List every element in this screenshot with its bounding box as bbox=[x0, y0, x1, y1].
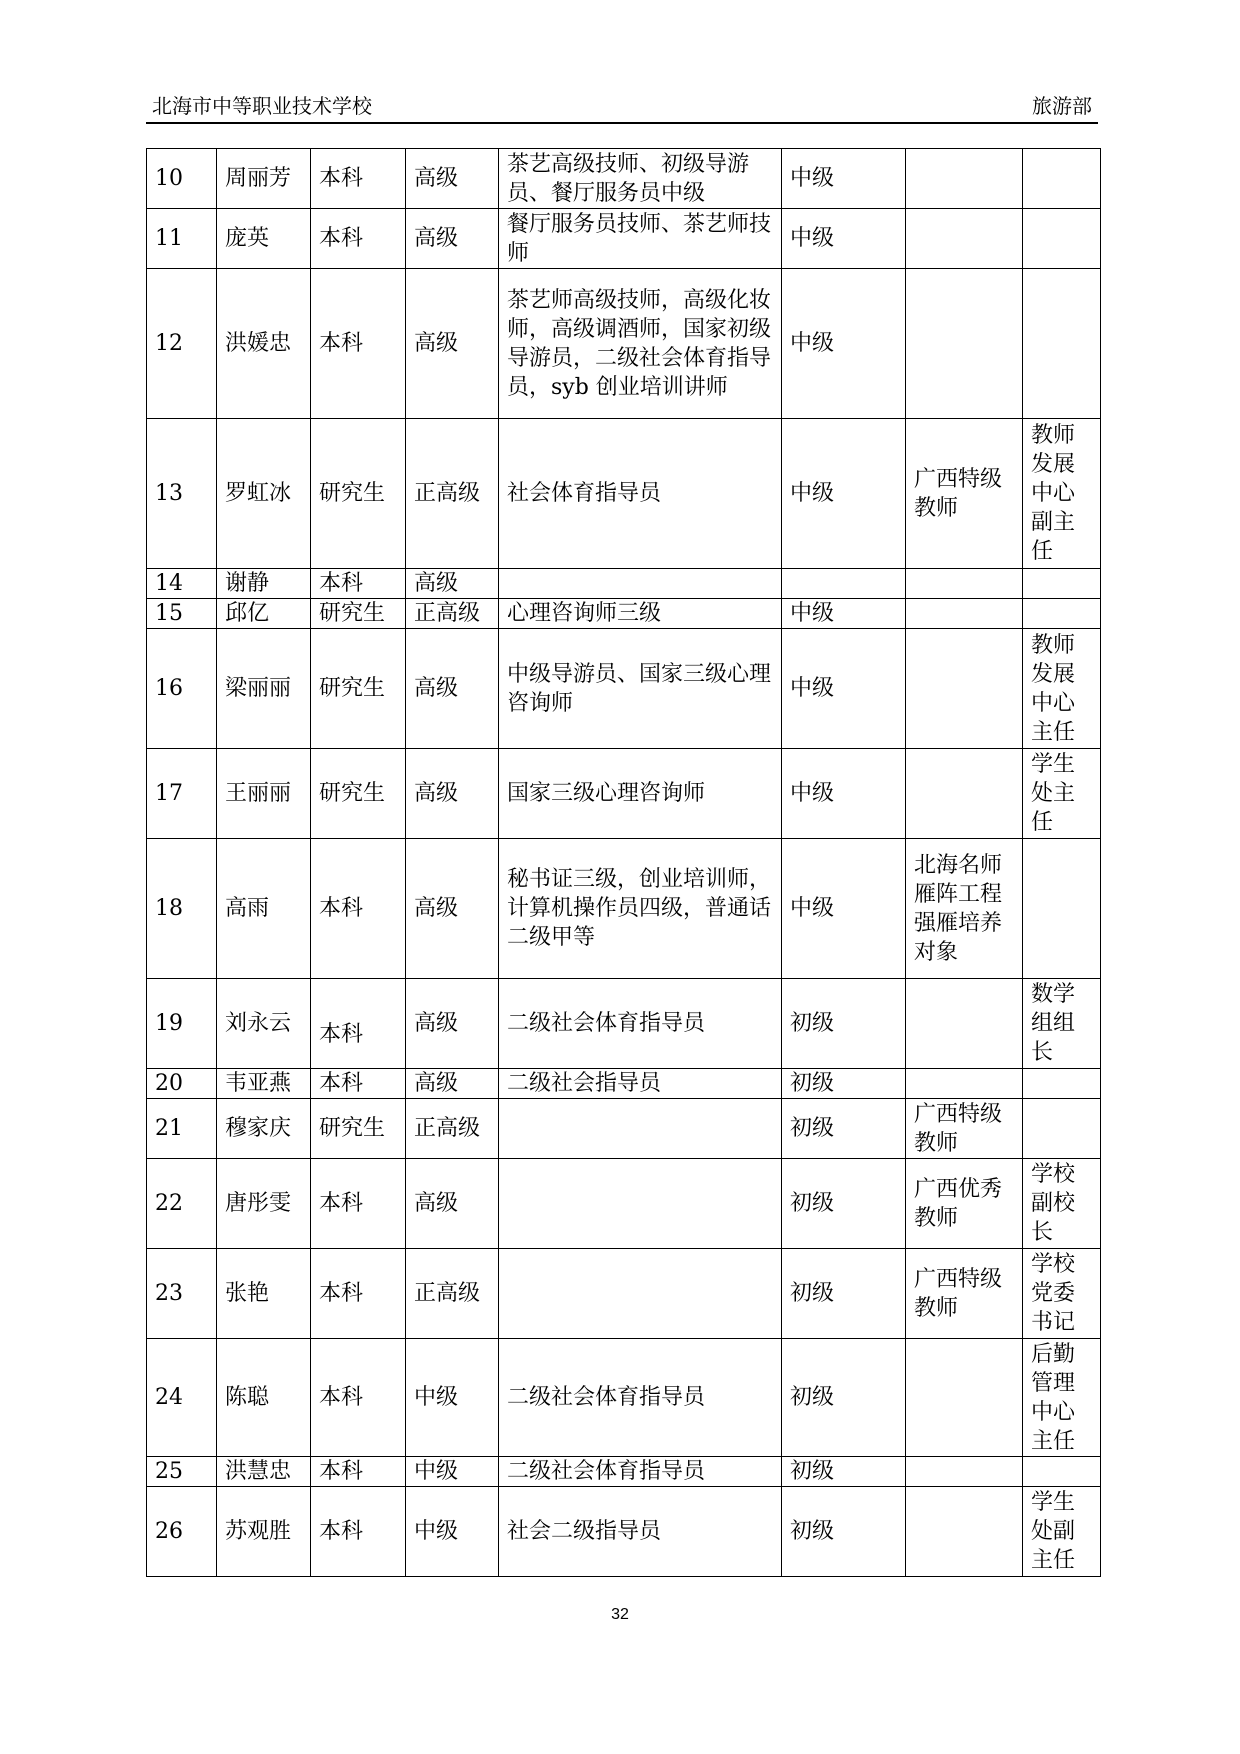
professional-title-cell: 正高级 bbox=[406, 599, 499, 629]
skill-level-cell: 中级 bbox=[782, 839, 906, 979]
row-number-cell: 19 bbox=[147, 979, 217, 1069]
table-row bbox=[147, 269, 1101, 419]
professional-title-cell: 高级 bbox=[406, 209, 499, 269]
honor-title-cell bbox=[906, 1069, 1023, 1099]
professional-title-cell: 高级 bbox=[406, 569, 499, 599]
honor-title-cell bbox=[906, 749, 1023, 839]
professional-title-cell: 高级 bbox=[406, 629, 499, 749]
qualification-certificates-cell: 茶艺高级技师、初级导游员、餐厅服务员中级 bbox=[499, 149, 782, 209]
qualification-certificates-cell: 二级社会体育指导员 bbox=[499, 1339, 782, 1457]
honor-title-cell bbox=[906, 1457, 1023, 1487]
row-number-cell: 16 bbox=[147, 629, 217, 749]
skill-level-cell: 中级 bbox=[782, 149, 906, 209]
education-cell: 本科 bbox=[311, 1457, 406, 1487]
position-cell: 数学组组长 bbox=[1023, 979, 1101, 1069]
education-cell: 研究生 bbox=[311, 419, 406, 569]
position-cell bbox=[1023, 209, 1101, 269]
skill-level-cell: 中级 bbox=[782, 629, 906, 749]
table-row bbox=[147, 1487, 1101, 1577]
position-cell bbox=[1023, 149, 1101, 209]
row-number-cell: 13 bbox=[147, 419, 217, 569]
table-row bbox=[147, 419, 1101, 569]
honor-title-cell: 广西特级教师 bbox=[906, 1099, 1023, 1159]
qualification-certificates-cell: 二级社会体育指导员 bbox=[499, 979, 782, 1069]
row-number-cell: 23 bbox=[147, 1249, 217, 1339]
professional-title-cell: 高级 bbox=[406, 979, 499, 1069]
position-cell: 学校副校长 bbox=[1023, 1159, 1101, 1249]
staff-table bbox=[146, 148, 1101, 1577]
professional-title-cell: 高级 bbox=[406, 1159, 499, 1249]
table-row bbox=[147, 1249, 1101, 1339]
honor-title-cell bbox=[906, 269, 1023, 419]
teacher-name-cell: 邱亿 bbox=[217, 599, 311, 629]
qualification-certificates-cell: 中级导游员、国家三级心理咨询师 bbox=[499, 629, 782, 749]
education-cell: 本科 bbox=[311, 149, 406, 209]
professional-title-cell: 中级 bbox=[406, 1339, 499, 1457]
row-number-cell: 20 bbox=[147, 1069, 217, 1099]
teacher-name-cell: 周丽芳 bbox=[217, 149, 311, 209]
position-cell: 教师发展中心副主任 bbox=[1023, 419, 1101, 569]
education-cell: 研究生 bbox=[311, 629, 406, 749]
teacher-name-cell: 唐彤雯 bbox=[217, 1159, 311, 1249]
qualification-certificates-cell: 心理咨询师三级 bbox=[499, 599, 782, 629]
professional-title-cell: 高级 bbox=[406, 1069, 499, 1099]
education-cell: 研究生 bbox=[311, 599, 406, 629]
teacher-name-cell: 高雨 bbox=[217, 839, 311, 979]
professional-title-cell: 中级 bbox=[406, 1487, 499, 1577]
skill-level-cell: 中级 bbox=[782, 749, 906, 839]
teacher-name-cell: 洪慧忠 bbox=[217, 1457, 311, 1487]
qualification-certificates-cell bbox=[499, 1159, 782, 1249]
teacher-name-cell: 刘永云 bbox=[217, 979, 311, 1069]
table-row bbox=[147, 1457, 1101, 1487]
skill-level-cell: 初级 bbox=[782, 979, 906, 1069]
position-cell: 学生处主任 bbox=[1023, 749, 1101, 839]
teacher-name-cell: 苏观胜 bbox=[217, 1487, 311, 1577]
qualification-certificates-cell bbox=[499, 569, 782, 599]
row-number-cell: 11 bbox=[147, 209, 217, 269]
education-cell: 本科 bbox=[311, 839, 406, 979]
skill-level-cell: 初级 bbox=[782, 1457, 906, 1487]
position-cell bbox=[1023, 599, 1101, 629]
table-row bbox=[147, 979, 1101, 1069]
teacher-name-cell: 洪媛忠 bbox=[217, 269, 311, 419]
qualification-certificates-cell: 秘书证三级，创业培训师，计算机操作员四级，普通话二级甲等 bbox=[499, 839, 782, 979]
education-cell: 本科 bbox=[311, 1249, 406, 1339]
honor-title-cell bbox=[906, 599, 1023, 629]
teacher-name-cell: 陈聪 bbox=[217, 1339, 311, 1457]
table-row bbox=[147, 209, 1101, 269]
table-row bbox=[147, 1099, 1101, 1159]
honor-title-cell bbox=[906, 1487, 1023, 1577]
professional-title-cell: 高级 bbox=[406, 149, 499, 209]
skill-level-cell: 初级 bbox=[782, 1099, 906, 1159]
row-number-cell: 10 bbox=[147, 149, 217, 209]
education-cell: 研究生 bbox=[311, 1099, 406, 1159]
position-cell bbox=[1023, 569, 1101, 599]
qualification-certificates-cell: 茶艺师高级技师，高级化妆师，高级调酒师，国家初级导游员，二级社会体育指导员，syb 创业培训讲师 bbox=[499, 269, 782, 419]
table-row bbox=[147, 1069, 1101, 1099]
professional-title-cell: 高级 bbox=[406, 839, 499, 979]
education-cell: 本科 bbox=[311, 1339, 406, 1457]
page-number: 32 bbox=[611, 1606, 629, 1623]
table-row bbox=[147, 1339, 1101, 1457]
skill-level-cell: 中级 bbox=[782, 269, 906, 419]
row-number-cell: 15 bbox=[147, 599, 217, 629]
position-cell bbox=[1023, 1099, 1101, 1159]
row-number-cell: 24 bbox=[147, 1339, 217, 1457]
table-row bbox=[147, 839, 1101, 979]
teacher-name-cell: 韦亚燕 bbox=[217, 1069, 311, 1099]
page-header bbox=[146, 94, 1098, 124]
education-cell: 本科 bbox=[311, 1069, 406, 1099]
honor-title-cell bbox=[906, 629, 1023, 749]
position-cell bbox=[1023, 839, 1101, 979]
honor-title-cell: 北海名师雁阵工程强雁培养对象 bbox=[906, 839, 1023, 979]
qualification-certificates-cell: 餐厅服务员技师、茶艺师技师 bbox=[499, 209, 782, 269]
position-cell: 学生处副主任 bbox=[1023, 1487, 1101, 1577]
position-cell bbox=[1023, 269, 1101, 419]
honor-title-cell bbox=[906, 979, 1023, 1069]
skill-level-cell: 初级 bbox=[782, 1487, 906, 1577]
staff-table-body bbox=[147, 149, 1101, 1577]
education-cell: 本科 bbox=[311, 209, 406, 269]
row-number-cell: 17 bbox=[147, 749, 217, 839]
row-number-cell: 21 bbox=[147, 1099, 217, 1159]
professional-title-cell: 正高级 bbox=[406, 1099, 499, 1159]
professional-title-cell: 高级 bbox=[406, 269, 499, 419]
skill-level-cell: 初级 bbox=[782, 1339, 906, 1457]
row-number-cell: 12 bbox=[147, 269, 217, 419]
education-cell: 本科 bbox=[311, 569, 406, 599]
skill-level-cell: 初级 bbox=[782, 1069, 906, 1099]
education-cell: 本科 bbox=[311, 269, 406, 419]
professional-title-cell: 中级 bbox=[406, 1457, 499, 1487]
qualification-certificates-cell bbox=[499, 1099, 782, 1159]
row-number-cell: 25 bbox=[147, 1457, 217, 1487]
qualification-certificates-cell: 社会二级指导员 bbox=[499, 1487, 782, 1577]
education-cell: 本科 bbox=[311, 979, 406, 1069]
honor-title-cell bbox=[906, 209, 1023, 269]
education-cell: 研究生 bbox=[311, 749, 406, 839]
skill-level-cell: 中级 bbox=[782, 419, 906, 569]
teacher-name-cell: 庞英 bbox=[217, 209, 311, 269]
honor-title-cell bbox=[906, 569, 1023, 599]
header-rule bbox=[146, 122, 1098, 124]
row-number-cell: 26 bbox=[147, 1487, 217, 1577]
education-cell: 本科 bbox=[311, 1487, 406, 1577]
skill-level-cell bbox=[782, 569, 906, 599]
honor-title-cell bbox=[906, 149, 1023, 209]
qualification-certificates-cell: 国家三级心理咨询师 bbox=[499, 749, 782, 839]
professional-title-cell: 正高级 bbox=[406, 419, 499, 569]
position-cell bbox=[1023, 1069, 1101, 1099]
qualification-certificates-cell: 社会体育指导员 bbox=[499, 419, 782, 569]
qualification-certificates-cell: 二级社会指导员 bbox=[499, 1069, 782, 1099]
row-number-cell: 18 bbox=[147, 839, 217, 979]
school-name: 北海市中等职业技术学校 bbox=[152, 94, 372, 118]
position-cell bbox=[1023, 1457, 1101, 1487]
skill-level-cell: 中级 bbox=[782, 209, 906, 269]
row-number-cell: 22 bbox=[147, 1159, 217, 1249]
teacher-name-cell: 王丽丽 bbox=[217, 749, 311, 839]
teacher-name-cell: 罗虹冰 bbox=[217, 419, 311, 569]
education-cell: 本科 bbox=[311, 1159, 406, 1249]
honor-title-cell bbox=[906, 1339, 1023, 1457]
qualification-certificates-cell bbox=[499, 1249, 782, 1339]
skill-level-cell: 初级 bbox=[782, 1249, 906, 1339]
position-cell: 后勤管理中心主任 bbox=[1023, 1339, 1101, 1457]
position-cell: 学校党委书记 bbox=[1023, 1249, 1101, 1339]
table-row bbox=[147, 569, 1101, 599]
table-row bbox=[147, 629, 1101, 749]
skill-level-cell: 初级 bbox=[782, 1159, 906, 1249]
professional-title-cell: 正高级 bbox=[406, 1249, 499, 1339]
position-cell: 教师发展中心主任 bbox=[1023, 629, 1101, 749]
professional-title-cell: 高级 bbox=[406, 749, 499, 839]
row-number-cell: 14 bbox=[147, 569, 217, 599]
teacher-name-cell: 穆家庆 bbox=[217, 1099, 311, 1159]
table-row bbox=[147, 599, 1101, 629]
teacher-name-cell: 张艳 bbox=[217, 1249, 311, 1339]
skill-level-cell: 中级 bbox=[782, 599, 906, 629]
table-row bbox=[147, 749, 1101, 839]
table-row bbox=[147, 149, 1101, 209]
qualification-certificates-cell: 二级社会体育指导员 bbox=[499, 1457, 782, 1487]
table-row bbox=[147, 1159, 1101, 1249]
honor-title-cell: 广西特级教师 bbox=[906, 419, 1023, 569]
teacher-name-cell: 谢静 bbox=[217, 569, 311, 599]
honor-title-cell: 广西特级教师 bbox=[906, 1249, 1023, 1339]
teacher-name-cell: 梁丽丽 bbox=[217, 629, 311, 749]
honor-title-cell: 广西优秀教师 bbox=[906, 1159, 1023, 1249]
department-name: 旅游部 bbox=[1032, 94, 1092, 118]
